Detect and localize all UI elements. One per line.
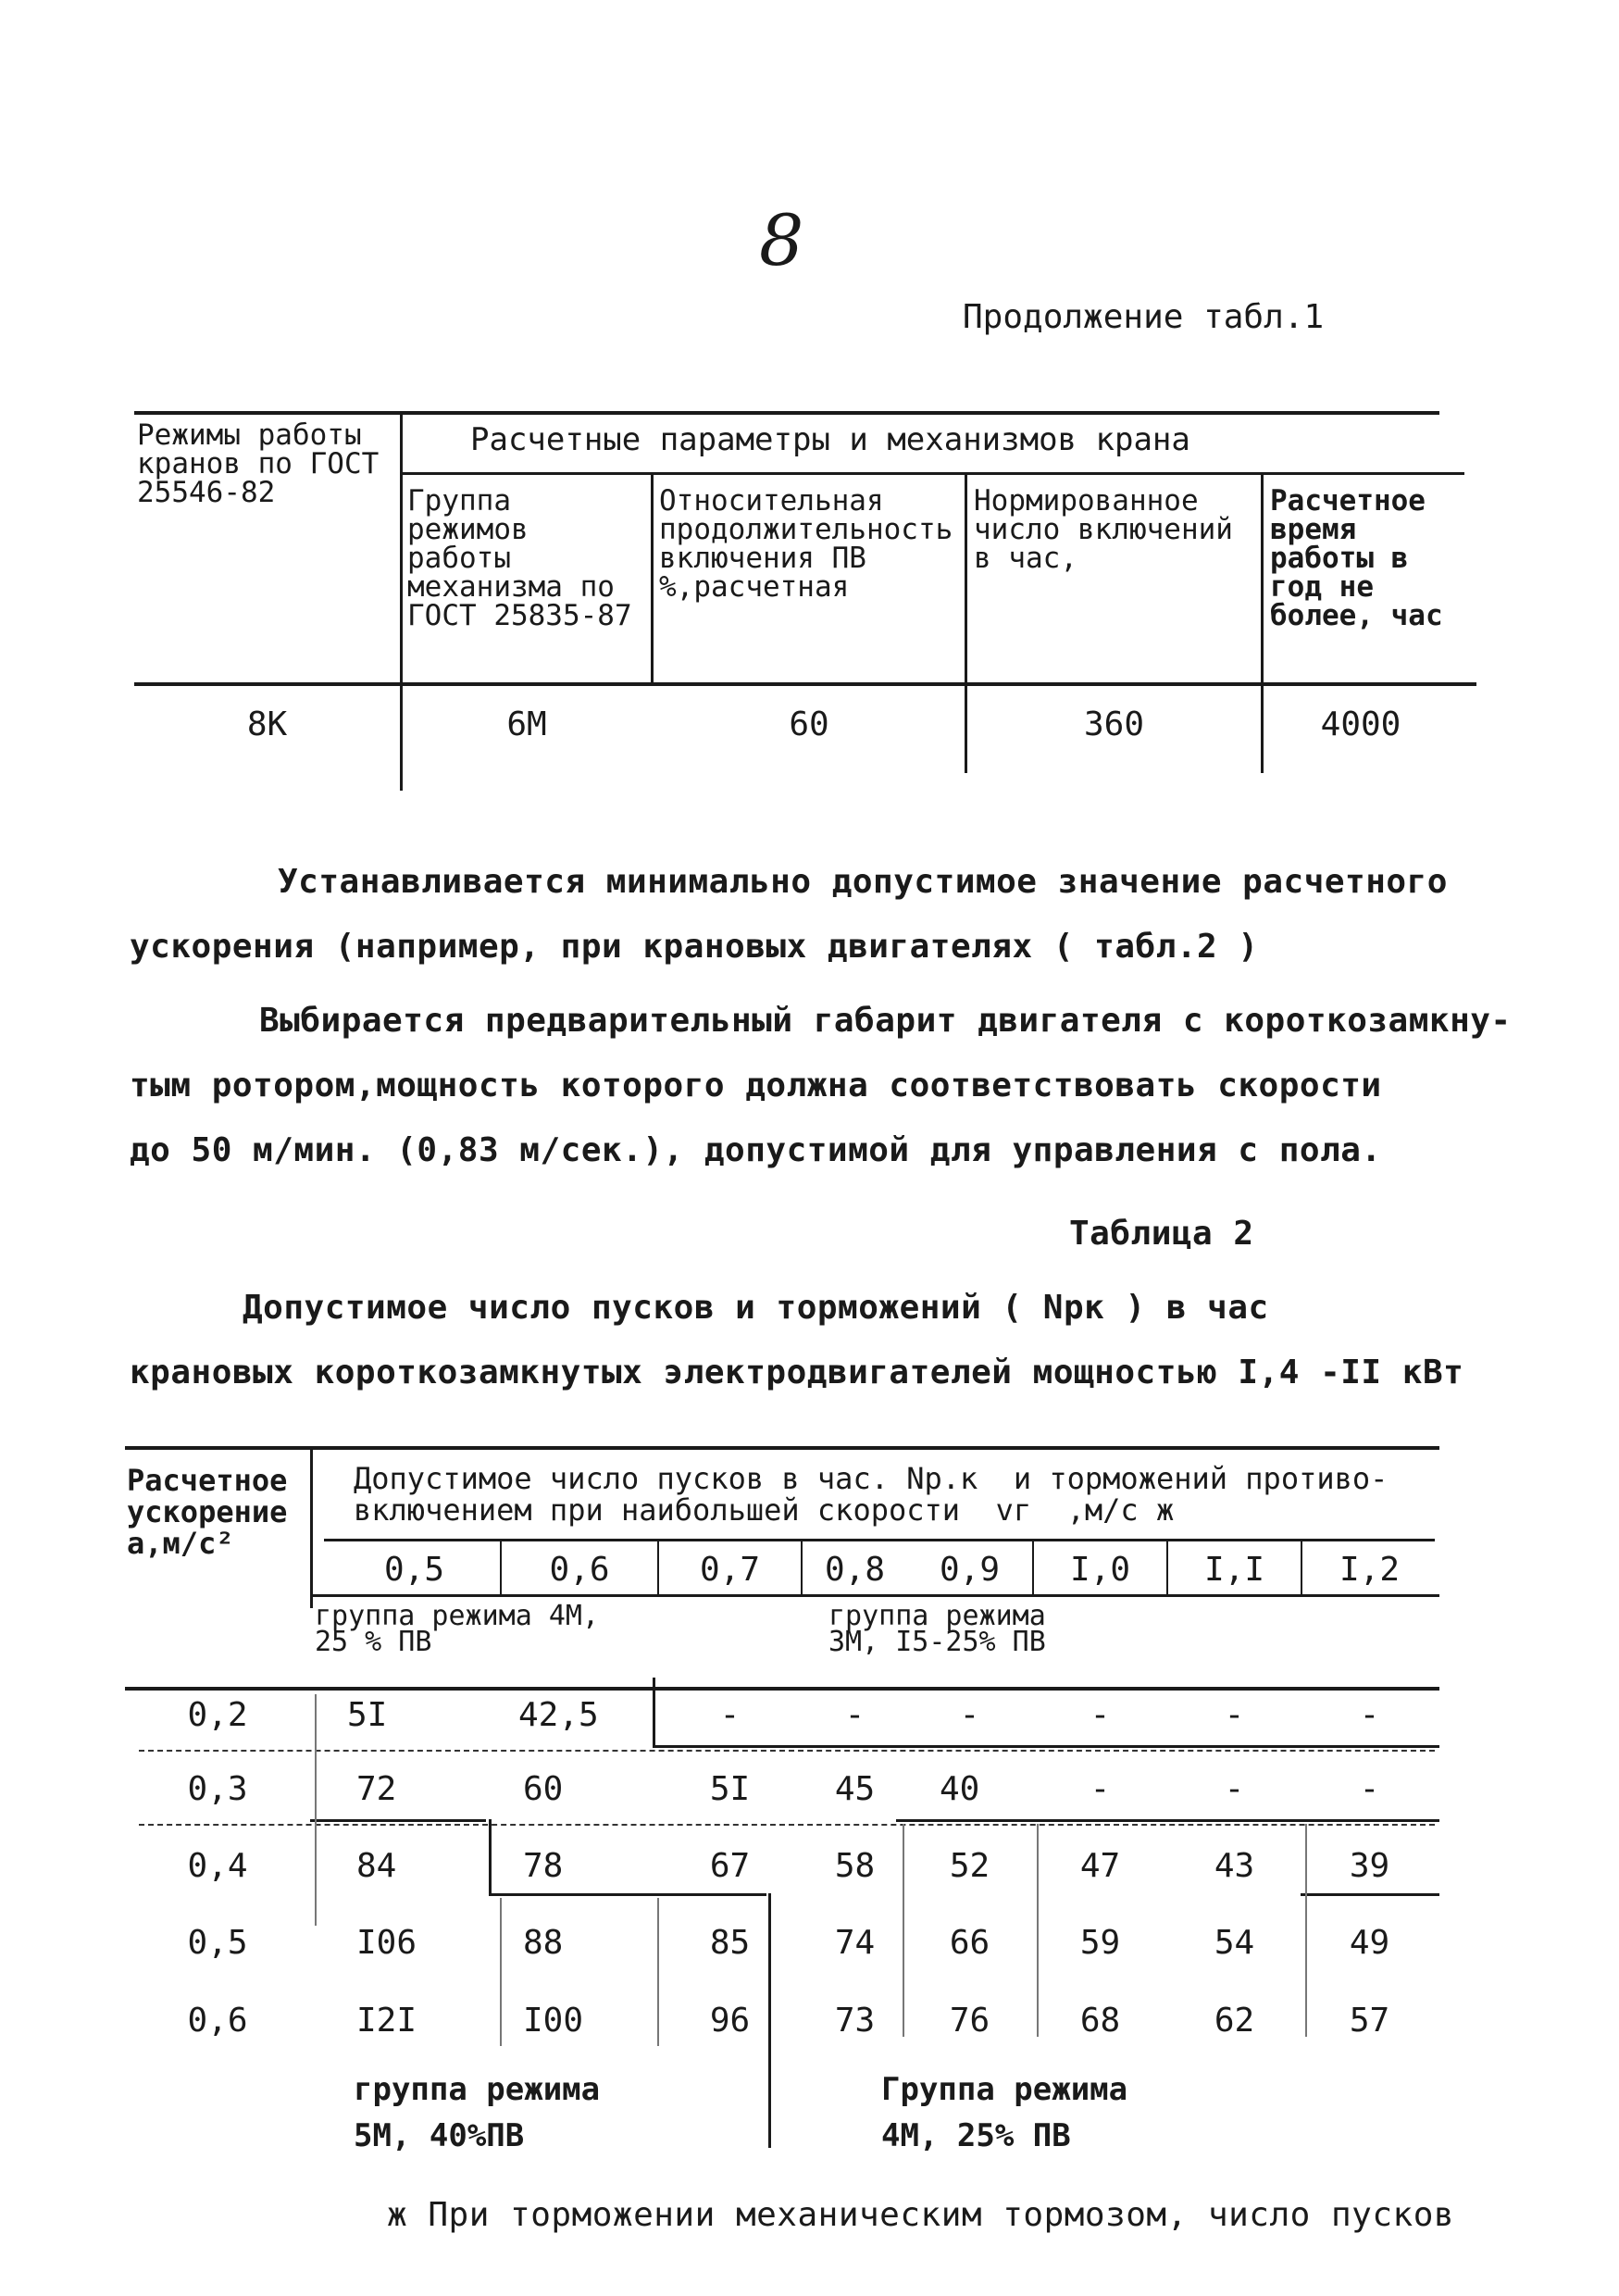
speed-header: I,I [1203,1551,1265,1589]
value-cell: 88 [523,1924,564,1962]
value-cell: - [1224,1770,1245,1808]
table1-cell: 360 [1083,705,1145,743]
value-cell: 68 [1079,2002,1121,2040]
value-cell: 54 [1214,1924,1255,1962]
table1-cell: 60 [789,705,829,743]
paragraph-2-line-1: Выбирается предварительный габарит двигателя с короткозамкну- [259,1002,1512,1040]
value-cell: 52 [949,1847,990,1885]
value-cell: - [844,1696,866,1734]
value-cell: 73 [834,2002,876,2040]
paragraph-2-line-2: тым ротором,мощность которого должна соответствовать скорости [130,1067,1382,1104]
value-cell: 66 [949,1924,990,1962]
speed-header: 0,6 [549,1551,610,1589]
value-cell: - [1359,1696,1380,1734]
paragraph-1-line-1: Устанавливается минимально допустимое значение расчетного [278,863,1448,901]
speed-header: 0,8 [824,1551,886,1589]
bottom-note-left-line-2: 5М, 40%ПВ [354,2117,525,2154]
value-cell: 85 [709,1924,751,1962]
value-cell: 39 [1349,1847,1390,1885]
value-cell: I06 [356,1924,417,1962]
table2-group-header-line-1: Допустимое число пусков в час. Nр.к и торможений противо- [354,1461,1389,1496]
page-number: 8 [759,199,804,281]
value-cell: I2I [356,2002,417,2040]
paragraph-1-line-2: ускорения (например, при крановых двигателях ( табл.2 ) [130,928,1259,966]
table-2-caption-line-2: крановых короткозамкнутых электродвигателей мощностью I,4 -II кВт [130,1354,1464,1391]
accel-cell: 0,4 [187,1847,248,1885]
value-cell: - [1224,1696,1245,1734]
table1-col3-header: Относительная продолжительность включения ПВ %,расчетная [659,484,953,604]
table1-cell: 6М [506,705,547,743]
value-cell: 5I [709,1770,751,1808]
bottom-note-right-line-2: 4М, 25% ПВ [881,2117,1071,2154]
value-cell: - [1090,1770,1111,1808]
accel-cell: 0,3 [187,1770,248,1808]
speed-header: I,0 [1069,1551,1131,1589]
value-cell: 72 [356,1770,397,1808]
accel-cell: 0,6 [187,2002,248,2040]
value-cell: 60 [523,1770,564,1808]
speed-header: 0,7 [699,1551,761,1589]
value-cell: 78 [523,1847,564,1885]
speed-header: I,2 [1339,1551,1401,1589]
value-cell: 62 [1214,2002,1255,2040]
value-cell: 67 [709,1847,751,1885]
value-cell: 43 [1214,1847,1255,1885]
table-2-label: Таблица 2 [1069,1215,1254,1253]
accel-cell: 0,2 [187,1696,248,1734]
footnote: ж При торможении механическим тормозом, число пусков [387,2196,1455,2234]
table1-col1-header: Режимы работы кранов по ГОСТ 25546-82 [137,418,380,509]
table1-cell: 4000 [1320,705,1401,743]
accel-cell: 0,5 [187,1924,248,1962]
table1-col2-header: Группа режимов работы механизма по ГОСТ 25835-87 [407,484,632,632]
value-cell: 76 [949,2002,990,2040]
value-cell: - [1090,1696,1111,1734]
group-note-right: группа режима 3М, I5-25% ПВ [828,1600,1046,1658]
value-cell: 45 [834,1770,876,1808]
value-cell: 59 [1079,1924,1121,1962]
group-note-left: группа режима 4М, 25 % ПВ [315,1600,600,1658]
value-cell: I00 [523,2002,584,2040]
bottom-note-right-line-1: Группа режима [881,2071,1128,2108]
table2-col1-header: Расчетное ускорение а,м/с² [127,1463,288,1561]
value-cell: 96 [709,2002,751,2040]
value-cell: 74 [834,1924,876,1962]
speed-header: 0,9 [939,1551,1001,1589]
value-cell: - [719,1696,741,1734]
table1-col4-header: Нормированное число включений в час, [974,484,1233,575]
table2-group-header-line-2: включением при наибольшей скорости vг ,м/с ж [354,1492,1175,1528]
value-cell: 47 [1079,1847,1121,1885]
table-2-caption-line-1: Допустимое число пусков и торможений ( Nрк ) в час [243,1289,1269,1327]
value-cell: 57 [1349,2002,1390,2040]
value-cell: 5I [347,1696,388,1734]
value-cell: 49 [1349,1924,1390,1962]
table1-group-header: Расчетные параметры и механизмов крана [470,421,1190,458]
bottom-note-left-line-1: группа режима [354,2071,601,2108]
speed-header: 0,5 [383,1551,445,1589]
value-cell: - [959,1696,980,1734]
table1-cell: 8К [246,705,288,743]
table1-col5-header: Расчетное время работы в год не более, час [1270,484,1443,632]
value-cell: 58 [834,1847,876,1885]
value-cell: 40 [940,1770,980,1808]
paragraph-2-line-3: до 50 м/мин. (0,83 м/сек.), допустимой для управления с пола. [130,1131,1382,1169]
value-cell: 84 [356,1847,397,1885]
continuation-title: Продолжение табл.1 [963,298,1325,336]
value-cell: 42,5 [518,1696,599,1734]
value-cell: - [1359,1770,1380,1808]
